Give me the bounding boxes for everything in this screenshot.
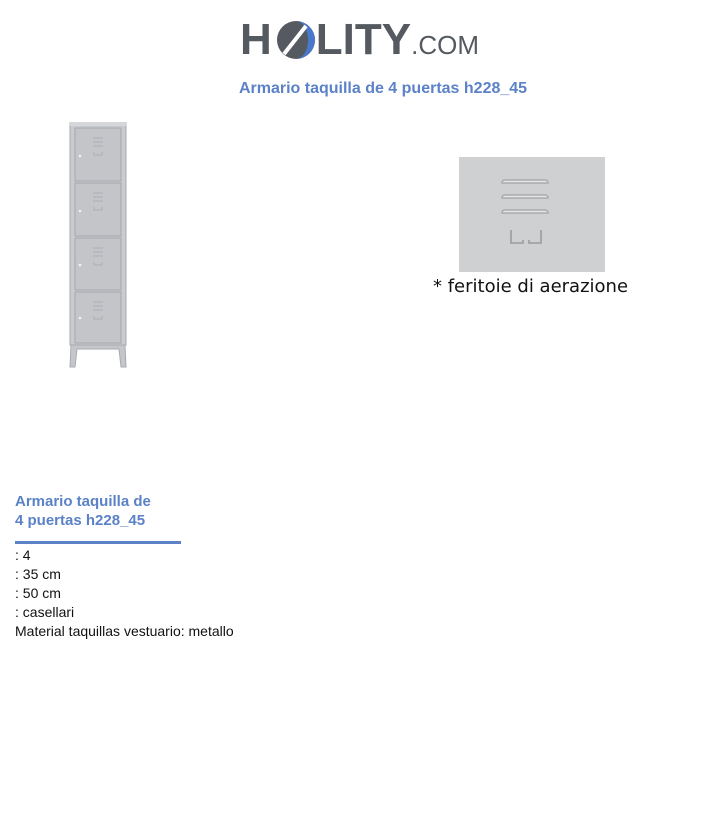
logo-letters: LITY [315, 15, 412, 64]
spec-list [15, 546, 234, 641]
spec-item: : casellari [15, 604, 75, 620]
spec-item: : 4 [15, 547, 31, 563]
logo-domain: .COM [411, 30, 479, 60]
spec-item: : 35 cm [15, 566, 61, 582]
logo-circle-icon [276, 20, 316, 60]
spec-item: Material taquillas vestuario: metallo [15, 623, 234, 639]
vent-caption: * feritoie di aerazione [433, 276, 629, 297]
product-title-line1: Armario taquilla de [15, 493, 151, 510]
ventilation-slots-image [459, 157, 605, 272]
product-title-line2: 4 puertas h228_45 [15, 512, 146, 529]
page-title: Armario taquilla de 4 puertas h228_45 [238, 80, 528, 97]
logo-letter-h: H [240, 15, 272, 64]
title-divider [15, 541, 181, 544]
locker-product-image [66, 120, 130, 370]
brand-logo[interactable] [240, 14, 490, 70]
product-title [15, 492, 195, 530]
spec-item: : 50 cm [15, 585, 61, 601]
